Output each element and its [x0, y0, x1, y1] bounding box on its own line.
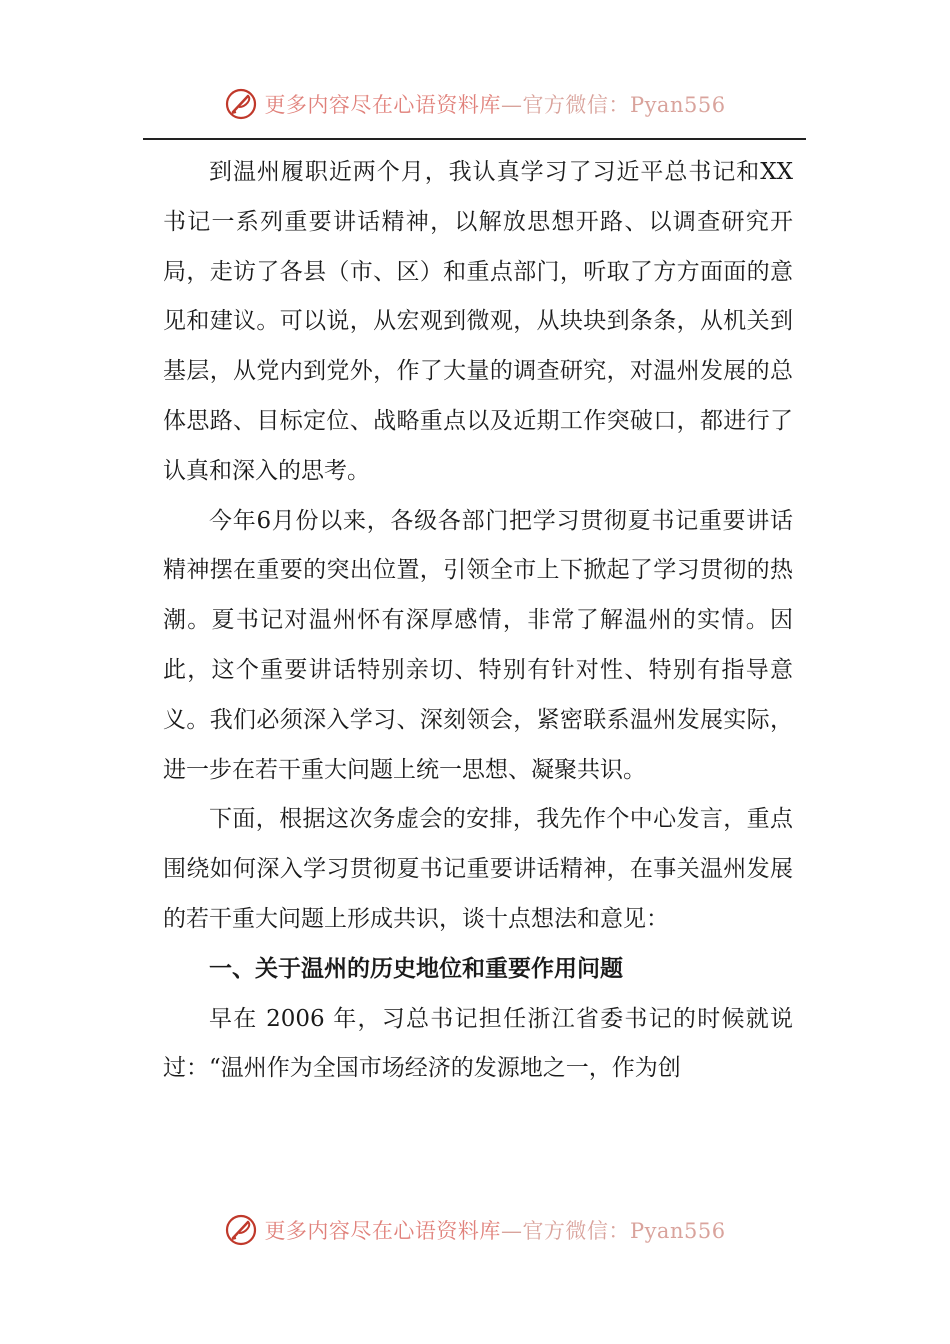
footer-banner-text [264, 1215, 725, 1245]
header-wechat-id: Pyan556 [629, 93, 726, 117]
footer-brand: 更多内容尽在心语资料库 [264, 1219, 501, 1243]
paragraph-2: 今年6月份以来，各级各部门把学习贯彻夏书记重要讲话精神摆在重要的突出位置，引领全市上下掀起了学习贯彻的热潮。夏书记对温州怀有深厚感情，非常了解温州的实情。因此，这个重要讲话特别亲切、特别有针对性、特别有指导意义。我们必须深入学习、深刻领会，紧密联系温州发展实际，进一步在若干重大问题上统一思想、凝聚共识。 [163, 507, 793, 783]
footer-banner [0, 1210, 950, 1250]
footer-wechat-label: 官方微信： [522, 1219, 630, 1243]
header-wechat-label: 官方微信： [522, 93, 630, 117]
header-brand: 更多内容尽在心语资料库 [264, 93, 501, 117]
footer-wechat-id: Pyan556 [629, 1219, 726, 1243]
paragraph-3: 下面，根据这次务虚会的安排，我先作个中心发言，重点围绕如何深入学习贯彻夏书记重要讲话精神，在事关温州发展的若干重大问题上形成共识，谈十点想法和意见： [163, 806, 793, 932]
quill-logo-icon [224, 1213, 258, 1247]
footer-separator: — [500, 1219, 523, 1243]
section-heading: 一、关于温州的历史地位和重要作用问题 [209, 955, 623, 982]
header-banner-text [264, 89, 725, 119]
header-divider [143, 138, 806, 140]
paragraph-1: 到温州履职近两个月，我认真学习了习近平总书记和XX书记一系列重要讲话精神，以解放思想开路、以调查研究开局，走访了各县（市、区）和重点部门，听取了方方面面的意见和建议。可以说，从宏观到微观，从块块到条条，从机关到基层，从党内到党外，作了大量的调查研究，对温州发展的总体思路、目标定位、战略重点以及近期工作突破口，都进行了认真和深入的思考。 [163, 159, 793, 484]
quill-logo-icon [224, 87, 258, 121]
section-paragraph: 早在 2006 年，习总书记担任浙江省委书记的时候就说过：“温州作为全国市场经济的发源地之一，作为创 [163, 1005, 793, 1082]
header-separator: — [500, 93, 523, 117]
header-banner [0, 84, 950, 124]
document-body [163, 148, 793, 1094]
